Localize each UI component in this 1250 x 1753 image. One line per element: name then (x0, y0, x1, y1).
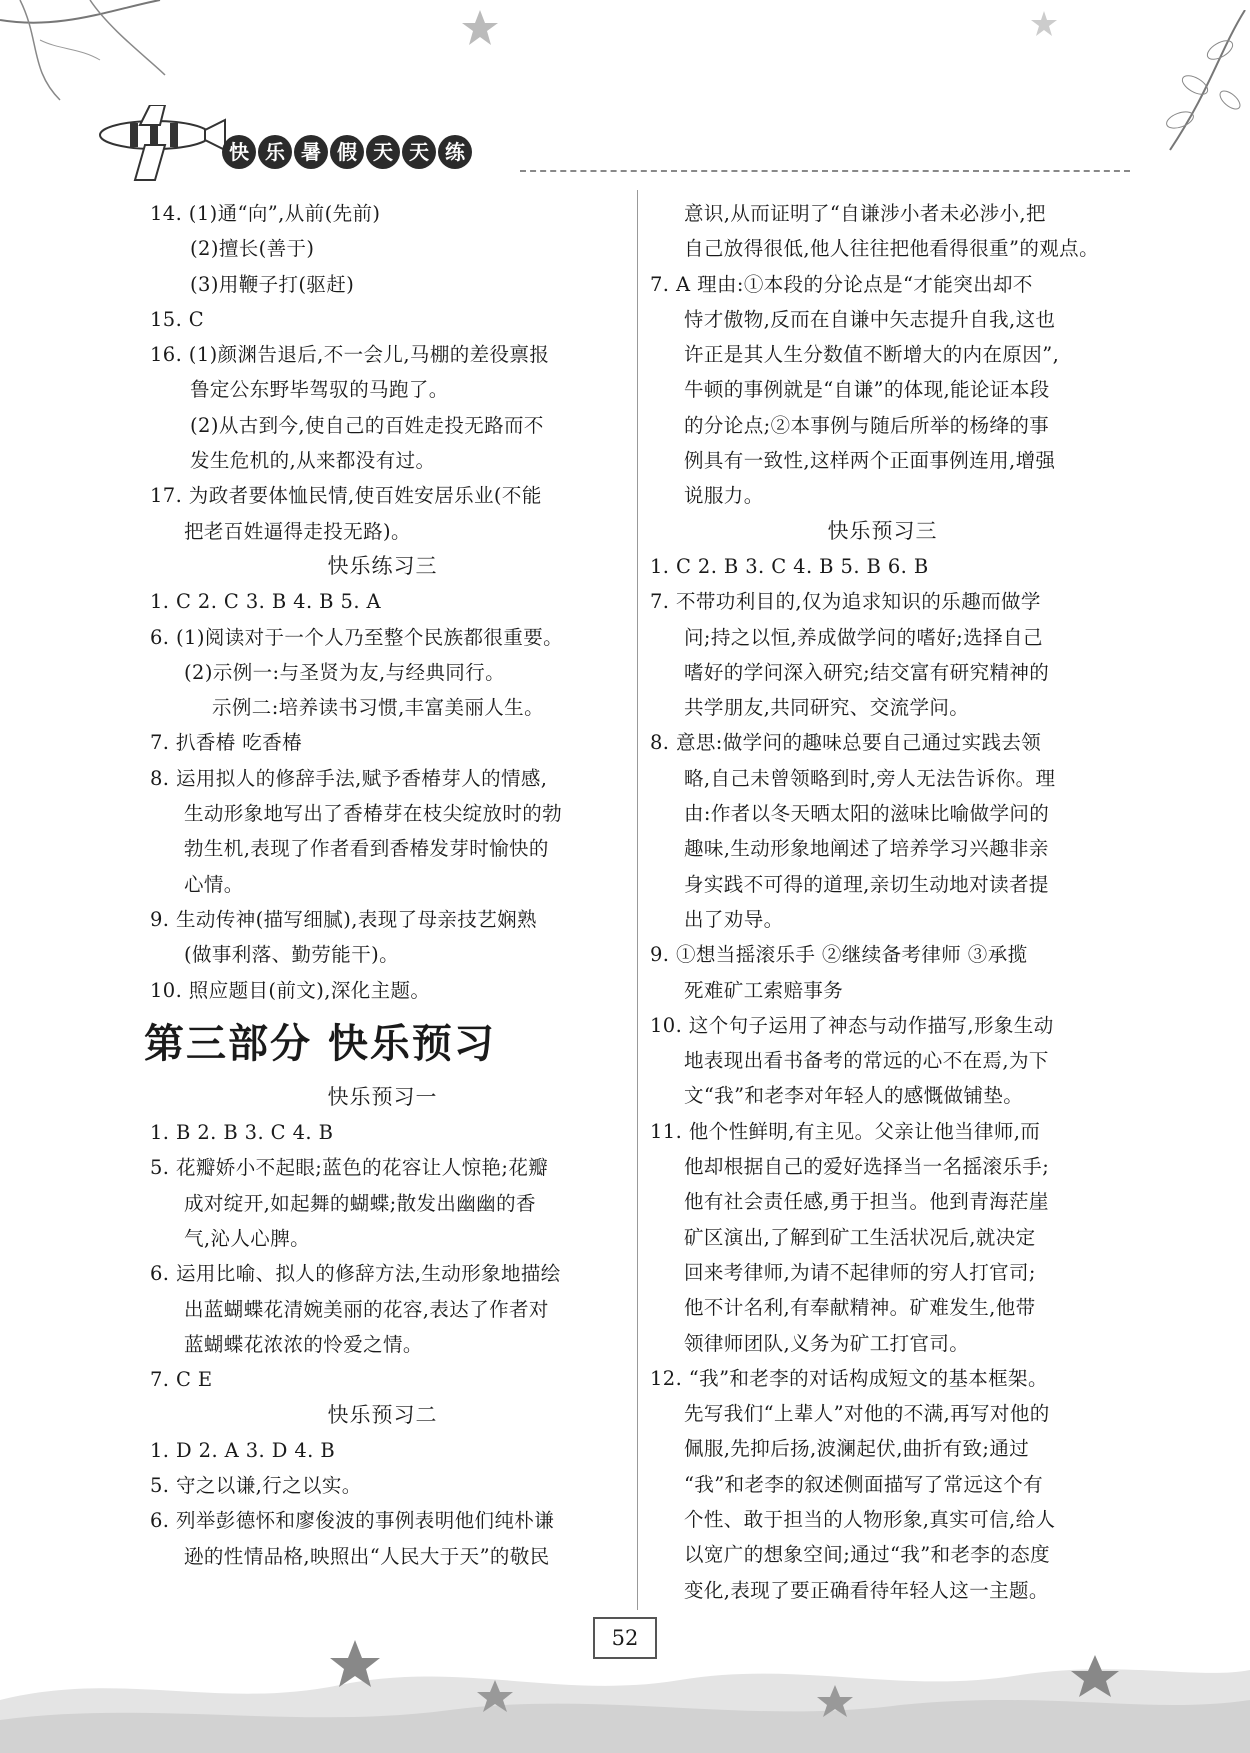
answer-line: 牛顿的事例就是“自谦”的体现,能论证本段 (684, 378, 1050, 402)
answer-line: 7. C E (150, 1368, 213, 1392)
header-title-char: 练 (438, 135, 472, 169)
answer-line: 嗜好的学问深入研究;结交富有研究精神的 (684, 660, 1050, 684)
header-title-char: 假 (330, 135, 364, 169)
answer-line: 发生危机的,从来都没有过。 (190, 449, 436, 473)
answer-line: 先写我们“上辈人”对他的不满,再写对他的 (684, 1402, 1050, 1426)
answer-line: 把老百姓逼得走投无路)。 (184, 519, 411, 543)
answer-line: 由:作者以冬天晒太阳的滋味比喻做学问的 (684, 802, 1050, 826)
answer-line: (3)用鞭子打(驱赶) (190, 272, 355, 296)
answer-line: 气,沁人心脾。 (184, 1227, 310, 1251)
answer-line: 10. 照应题目(前文),深化主题。 (150, 978, 431, 1002)
answer-line: 6. 运用比喻、拟人的修辞方法,生动形象地描绘 (150, 1262, 561, 1286)
answer-line: 8. 运用拟人的修辞手法,赋予香椿芽人的情感, (150, 766, 548, 790)
section-heading: 第三部分 快乐预习 (144, 1020, 496, 1067)
answer-line: 14. (1)通“向”,从前(先前) (150, 202, 381, 225)
answer-line: (2)从古到今,使自己的百姓走投无路而不 (190, 413, 544, 437)
answer-line: 8. 意思:做学问的趣味总要自己通过实践去领 (650, 731, 1042, 755)
answer-line: 共学朋友,共同研究、交流学问。 (684, 696, 970, 720)
answer-line: 5. 守之以谦,行之以实。 (150, 1474, 362, 1498)
answer-line: 许正是其人生分数值不断增大的内在原因”, (684, 343, 1060, 367)
answer-line: 7. 扒香椿 吃香椿 (150, 731, 303, 755)
answer-line: 死难矿工索赔事务 (684, 978, 844, 1002)
answer-line: 的分论点;②本事例与随后所举的杨绛的事 (684, 413, 1050, 437)
left-column (144, 196, 615, 1574)
answer-line: 他却根据自己的爱好选择当一名摇滚乐手; (684, 1155, 1050, 1179)
answer-line: 回来考律师,为请不起律师的穷人打官司; (684, 1260, 1036, 1284)
answer-line: 勃生机,表现了作者看到香椿发芽时愉快的 (184, 837, 549, 861)
star-decoration-icon (460, 8, 500, 48)
header-title-char: 乐 (258, 135, 292, 169)
answer-line: 问;持之以恒,养成做学问的嗜好;选择自己 (684, 625, 1043, 649)
answer-line: 1. D 2. A 3. D 4. B (150, 1438, 336, 1462)
branch-decoration-icon (0, 0, 260, 110)
answer-line: 地表现出看书备考的常远的心不在焉,为下 (684, 1049, 1049, 1073)
answer-line: 示例二:培养读书习惯,丰富美丽人生。 (212, 696, 544, 720)
answer-line: 逊的性情品格,映照出“人民大于天”的敬民 (184, 1544, 550, 1568)
answer-line: 生动形象地写出了香椿芽在枝尖绽放时的勃 (184, 802, 563, 826)
page-header (0, 0, 1250, 185)
section-heading: 快乐预习一 (327, 1084, 438, 1109)
section-heading: 快乐练习三 (327, 553, 438, 578)
answer-line: 变化,表现了要正确看待年轻人这一主题。 (684, 1578, 1049, 1602)
answer-line: 身实践不可得的道理,亲切生动地对读者提 (684, 872, 1049, 896)
answer-line: 个性、敢于担当的人物形象,真实可信,给人 (684, 1507, 1056, 1531)
header-title-char: 天 (402, 135, 436, 169)
answer-line: “我”和老李的叙述侧面描写了常远这个有 (684, 1472, 1044, 1496)
header-title (222, 135, 472, 169)
answer-line: 6. 列举彭德怀和廖俊波的事例表明他们纯朴谦 (150, 1509, 555, 1533)
answer-line: 12. “我”和老李的对话构成短文的基本框架。 (650, 1366, 1048, 1390)
answer-line: 蓝蝴蝶花浓浓的怜爱之情。 (184, 1332, 423, 1356)
answer-line: (做事利落、勤劳能干)。 (184, 943, 400, 967)
answer-line: 9. 生动传神(描写细腻),表现了母亲技艺娴熟 (150, 907, 537, 931)
column-divider (637, 190, 638, 1610)
answer-line: 他有社会责任感,勇于担当。他到青海茫崖 (684, 1190, 1049, 1214)
header-title-char: 快 (222, 135, 256, 169)
answer-line: 7. A 理由:①本段的分论点是“才能突出却不 (650, 272, 1033, 296)
answer-line: (2)擅长(善于) (190, 237, 315, 261)
answer-line: 领律师团队,义务为矿工打官司。 (684, 1331, 970, 1355)
answer-line: 1. C 2. C 3. B 4. B 5. A (150, 590, 381, 614)
answer-line: 9. ①想当摇滚乐手 ②继续备考律师 ③承揽 (650, 943, 1028, 967)
answer-line: 5. 花瓣娇小不起眼;蓝色的花容让人惊艳;花瓣 (150, 1156, 549, 1180)
header-title-char: 天 (366, 135, 400, 169)
section-heading: 快乐预习三 (827, 518, 938, 543)
section-heading: 快乐预习二 (327, 1402, 438, 1427)
airplane-icon (95, 105, 230, 185)
answer-line: 1. B 2. B 3. C 4. B (150, 1121, 334, 1145)
answer-line: 趣味,生动形象地阐述了培养学习兴趣非亲 (684, 837, 1049, 861)
answer-line: 7. 不带功利目的,仅为追求知识的乐趣而做学 (650, 590, 1041, 614)
header-divider (520, 170, 1130, 172)
answer-line: 出蓝蝴蝶花清婉美丽的花容,表达了作者对 (184, 1297, 549, 1321)
answer-line: 17. 为政者要体恤民情,使百姓安居乐业(不能 (150, 484, 542, 508)
answer-line: 心情。 (184, 872, 244, 896)
answer-line: 文“我”和老李对年轻人的感慨做铺垫。 (684, 1084, 1024, 1108)
answer-line: 恃才傲物,反而在自谦中矢志提升自我,这也 (684, 307, 1056, 331)
answer-line: 鲁定公东野毕驾驭的马跑了。 (190, 378, 449, 402)
answer-line: 说服力。 (684, 484, 764, 508)
answer-line: 15. C (150, 307, 205, 331)
answer-line: 意识,从而证明了“自谦涉小者未必涉小,把 (684, 202, 1046, 225)
answer-line: 以宽广的想象空间;通过“我”和老李的态度 (684, 1543, 1051, 1567)
answer-line: 6. (1)阅读对于一个人乃至整个民族都很重要。 (150, 625, 564, 649)
leaf-decoration-icon (1150, 10, 1250, 160)
answer-line: (2)示例一:与圣贤为友,与经典同行。 (184, 660, 505, 684)
page-number: 52 (593, 1617, 657, 1659)
answer-line: 11. 他个性鲜明,有主见。父亲让他当律师,而 (650, 1119, 1041, 1143)
answer-line: 出了劝导。 (684, 907, 784, 931)
answer-line: 16. (1)颜渊告退后,不一会儿,马棚的差役禀报 (150, 343, 550, 367)
answer-line: 略,自己未曾领略到时,旁人无法告诉你。理 (684, 766, 1056, 790)
star-decoration-icon (1030, 10, 1058, 38)
answer-line: 自己放得很低,他人往往把他看得很重”的观点。 (684, 237, 1099, 261)
header-title-char: 暑 (294, 135, 328, 169)
right-column (650, 196, 1115, 1608)
answer-line: 1. C 2. B 3. C 4. B 5. B 6. B (650, 554, 929, 578)
answer-line: 矿区演出,了解到矿工生活状况后,就决定 (684, 1225, 1036, 1249)
answer-line: 他不计名利,有奉献精神。矿难发生,他带 (684, 1296, 1036, 1320)
answer-line: 佩服,先抑后扬,波澜起伏,曲折有致;通过 (684, 1437, 1030, 1461)
answer-line: 成对绽开,如起舞的蝴蝶;散发出幽幽的香 (184, 1191, 536, 1215)
answer-line: 例具有一致性,这样两个正面事例连用,增强 (684, 449, 1056, 473)
answer-line: 10. 这个句子运用了神态与动作描写,形象生动 (650, 1013, 1054, 1037)
